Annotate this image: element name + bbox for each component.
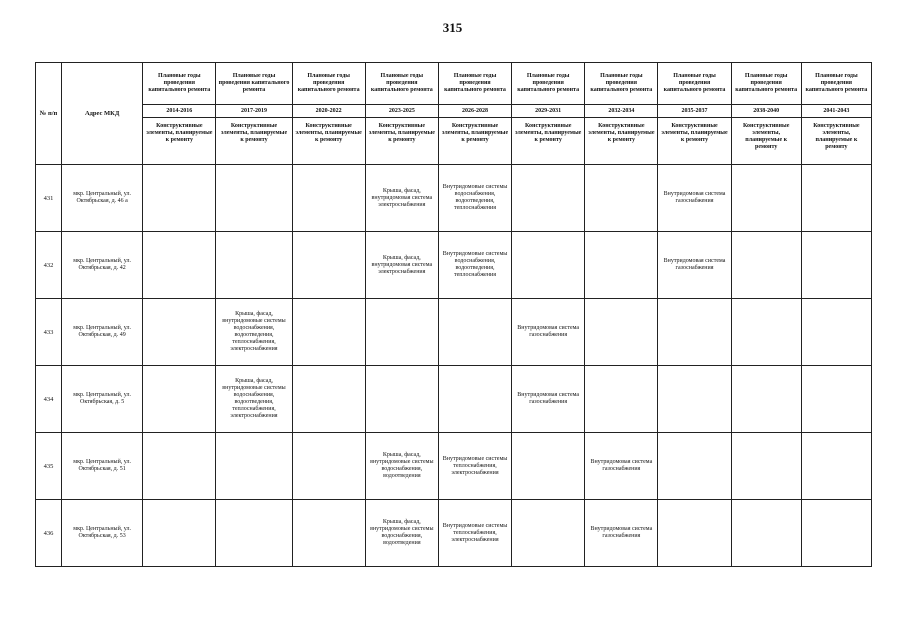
row-address: мкр. Центральный, ул. Октябрьская, д. 53 xyxy=(62,500,143,567)
row-cell: Крыша, фасад, внутридомовые системы водоснабжения, водоотведения xyxy=(365,433,438,500)
row-cell: Крыша, фасад, внутридомовые системы водоснабжения, водоотведения, теплоснабжения, электроснабжения xyxy=(216,366,292,433)
elements-header: Конструктивные элементы, планируемые к ремонту xyxy=(143,118,216,165)
years-header: Плановые годы проведения капитального ремонта xyxy=(143,63,216,105)
row-cell xyxy=(801,165,871,232)
year-range: 2035-2037 xyxy=(658,105,731,118)
row-cell xyxy=(292,500,365,567)
row-cell xyxy=(292,165,365,232)
table-row xyxy=(36,165,872,232)
row-cell xyxy=(731,433,801,500)
row-cell xyxy=(512,232,585,299)
row-cell: Внутридомовая система газоснабжения xyxy=(512,299,585,366)
row-cell xyxy=(438,299,511,366)
elements-header: Конструктивные элементы, планируемые к ремонту xyxy=(216,118,292,165)
table-row xyxy=(36,433,872,500)
year-range: 2038-2040 xyxy=(731,105,801,118)
header-row-ranges xyxy=(36,105,872,118)
row-cell: Внутридомовая система газоснабжения xyxy=(658,165,731,232)
year-range: 2029-2031 xyxy=(512,105,585,118)
row-cell xyxy=(143,165,216,232)
elements-header: Конструктивные элементы, планируемые к ремонту xyxy=(731,118,801,165)
row-cell: Внутридомовая система газоснабжения xyxy=(585,500,658,567)
years-header: Плановые годы проведения капитального ремонта xyxy=(216,63,292,105)
row-cell xyxy=(585,366,658,433)
row-cell xyxy=(365,299,438,366)
row-cell xyxy=(585,232,658,299)
table-row xyxy=(36,299,872,366)
row-cell xyxy=(143,232,216,299)
year-range: 2014-2016 xyxy=(143,105,216,118)
address-column-header: Адрес МКД xyxy=(62,63,143,165)
row-address: мкр. Центральный, ул. Октябрьская, д. 5 xyxy=(62,366,143,433)
row-cell: Внутридомовые системы водоснабжения, водоотведения, теплоснабжения xyxy=(438,165,511,232)
elements-header: Конструктивные элементы, планируемые к ремонту xyxy=(658,118,731,165)
row-address: мкр. Центральный, ул. Октябрьская, д. 51 xyxy=(62,433,143,500)
row-number: 432 xyxy=(36,232,62,299)
years-header: Плановые годы проведения капитального ремонта xyxy=(365,63,438,105)
row-cell xyxy=(512,500,585,567)
row-cell xyxy=(585,165,658,232)
row-cell xyxy=(216,500,292,567)
row-cell xyxy=(731,232,801,299)
row-cell: Внутридомовая система газоснабжения xyxy=(512,366,585,433)
years-header: Плановые годы проведения капитального ремонта xyxy=(585,63,658,105)
row-cell xyxy=(731,500,801,567)
row-cell xyxy=(292,299,365,366)
repair-schedule-table xyxy=(35,62,872,567)
years-header: Плановые годы проведения капитального ремонта xyxy=(731,63,801,105)
header-row-years xyxy=(36,63,872,105)
elements-header: Конструктивные элементы, планируемые к ремонту xyxy=(365,118,438,165)
row-number: 431 xyxy=(36,165,62,232)
row-cell xyxy=(585,299,658,366)
row-cell xyxy=(292,433,365,500)
row-number: 434 xyxy=(36,366,62,433)
row-cell xyxy=(658,500,731,567)
elements-header: Конструктивные элементы, планируемые к ремонту xyxy=(585,118,658,165)
row-cell xyxy=(216,165,292,232)
year-range: 2017-2019 xyxy=(216,105,292,118)
row-cell xyxy=(216,433,292,500)
row-number: 433 xyxy=(36,299,62,366)
year-range: 2023-2025 xyxy=(365,105,438,118)
row-cell xyxy=(143,299,216,366)
row-cell xyxy=(143,366,216,433)
row-address: мкр. Центральный, ул. Октябрьская, д. 49 xyxy=(62,299,143,366)
years-header: Плановые годы проведения капитального ремонта xyxy=(658,63,731,105)
row-cell: Внутридомовая система газоснабжения xyxy=(658,232,731,299)
table-body xyxy=(36,165,872,567)
row-cell xyxy=(731,165,801,232)
years-header: Плановые годы проведения капитального ремонта xyxy=(438,63,511,105)
elements-header: Конструктивные элементы, планируемые к ремонту xyxy=(438,118,511,165)
year-range: 2020-2022 xyxy=(292,105,365,118)
row-cell: Внутридомовые системы водоснабжения, водоотведения, теплоснабжения xyxy=(438,232,511,299)
row-number: 435 xyxy=(36,433,62,500)
table-row xyxy=(36,232,872,299)
table-row xyxy=(36,366,872,433)
row-cell xyxy=(801,232,871,299)
row-cell xyxy=(801,366,871,433)
elements-header: Конструктивные элементы, планируемые к ремонту xyxy=(801,118,871,165)
row-cell xyxy=(438,366,511,433)
row-cell xyxy=(143,433,216,500)
elements-header: Конструктивные элементы, планируемые к ремонту xyxy=(512,118,585,165)
row-cell: Внутридомовые системы теплоснабжения, электроснабжения xyxy=(438,433,511,500)
row-cell: Внутридомовая система газоснабжения xyxy=(585,433,658,500)
row-cell xyxy=(292,232,365,299)
num-column-header: № п/п xyxy=(36,63,62,165)
row-cell xyxy=(292,366,365,433)
years-header: Плановые годы проведения капитального ремонта xyxy=(512,63,585,105)
row-cell: Крыша, фасад, внутридомовая система электроснабжения xyxy=(365,165,438,232)
row-number: 436 xyxy=(36,500,62,567)
year-range: 2026-2028 xyxy=(438,105,511,118)
row-address: мкр. Центральный, ул. Октябрьская, д. 42 xyxy=(62,232,143,299)
year-range: 2032-2034 xyxy=(585,105,658,118)
row-cell xyxy=(143,500,216,567)
row-cell xyxy=(658,433,731,500)
row-cell: Крыша, фасад, внутридомовые системы водоснабжения, водоотведения, теплоснабжения, электроснабжения xyxy=(216,299,292,366)
row-cell xyxy=(731,366,801,433)
row-cell xyxy=(658,366,731,433)
row-cell: Внутридомовые системы теплоснабжения, электроснабжения xyxy=(438,500,511,567)
elements-header: Конструктивные элементы, планируемые к ремонту xyxy=(292,118,365,165)
year-range: 2041-2043 xyxy=(801,105,871,118)
table-header xyxy=(36,63,872,165)
years-header: Плановые годы проведения капитального ремонта xyxy=(292,63,365,105)
row-cell xyxy=(801,500,871,567)
row-cell: Крыша, фасад, внутридомовая система электроснабжения xyxy=(365,232,438,299)
row-cell xyxy=(801,299,871,366)
years-header: Плановые годы проведения капитального ремонта xyxy=(801,63,871,105)
row-address: мкр. Центральный, ул. Октябрьская, д. 46 а xyxy=(62,165,143,232)
row-cell xyxy=(731,299,801,366)
row-cell: Крыша, фасад, внутридомовые системы водоснабжения, водоотведения xyxy=(365,500,438,567)
row-cell xyxy=(512,433,585,500)
row-cell xyxy=(658,299,731,366)
page-number: 315 xyxy=(442,20,463,35)
table-row xyxy=(36,500,872,567)
row-cell xyxy=(365,366,438,433)
row-cell xyxy=(801,433,871,500)
row-cell xyxy=(512,165,585,232)
header-row-elements xyxy=(36,118,872,165)
row-cell xyxy=(216,232,292,299)
